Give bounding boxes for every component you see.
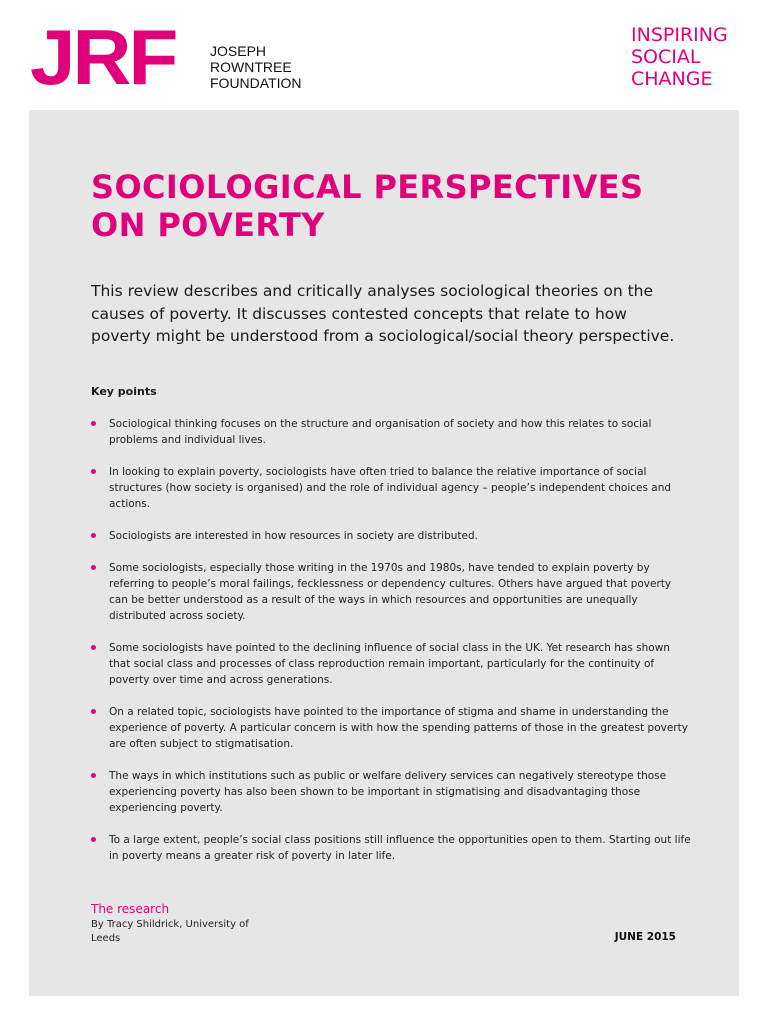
key-point — [91, 464, 691, 512]
title-line: ON POVERTY — [91, 206, 325, 244]
key-points-heading: Key points — [91, 385, 157, 398]
key-point — [91, 560, 691, 624]
key-point-text: Some sociologists have pointed to the declining influence of social class in the UK. Yet research has shown that social class and processes of class reproduction remain important, particularly for the continuity of poverty over time and across generations. — [109, 642, 670, 686]
document-title — [91, 168, 711, 244]
bullet-icon — [91, 837, 96, 842]
key-point-text: Some sociologists, especially those writing in the 1970s and 1980s, have tended to explain poverty by referring to people’s moral failings, fecklessness or dependency cultures. Others have argued that poverty can be better understood as a result of the ways in which resources and opportunities are unequally distributed across society. — [109, 562, 672, 622]
key-point — [91, 832, 691, 864]
key-point — [91, 768, 691, 816]
key-point — [91, 704, 691, 752]
key-point-text: In looking to explain poverty, sociologists have often tried to balance the relative importance of social structures (how society is organised) and the role of individual agency – people’s independent choices and actions. — [109, 466, 672, 510]
organization-name-line: ROWNTREE — [210, 59, 292, 75]
bullet-icon — [91, 645, 96, 650]
author-credit: By Tracy Shildrick, University of Leeds — [91, 919, 249, 944]
key-point-text: Sociologists are interested in how resources in society are distributed. — [109, 530, 478, 542]
key-point-text: On a related topic, sociologists have pointed to the importance of stigma and shame in understanding the experience of poverty. A particular concern is with how the spending patterns of those in the greatest poverty are often subject to stigmatisation. — [109, 706, 688, 750]
bullet-icon — [91, 469, 96, 474]
jrf-logo: JRF — [30, 13, 176, 101]
tagline-line: CHANGE — [631, 68, 713, 90]
key-point-text: The ways in which institutions such as public or welfare delivery services can negatively stereotype those experiencing poverty has also been shown to be important in stigmatising and disadvantaging those experiencing poverty. — [109, 770, 667, 814]
bullet-icon — [91, 533, 96, 538]
organization-name-line: FOUNDATION — [210, 75, 302, 91]
key-points-list — [91, 416, 691, 880]
bullet-icon — [91, 565, 96, 570]
tagline-line: SOCIAL — [631, 46, 701, 68]
intro-paragraph: This review describes and critically analyses sociological theories on the causes of poverty. It discusses contested concepts that relate to how poverty might be understood from a sociological/social theory perspective. — [91, 282, 675, 345]
key-point — [91, 528, 691, 544]
publication-date: JUNE 2015 — [614, 931, 676, 943]
key-point — [91, 416, 691, 448]
research-label: The research — [91, 902, 170, 916]
organization-name — [210, 43, 350, 91]
key-point-text: To a large extent, people’s social class positions still influence the opportunities open to them. Starting out life in poverty means a greater risk of poverty in later life. — [109, 834, 691, 862]
bullet-icon — [91, 773, 96, 778]
tagline — [631, 24, 761, 90]
organization-name-line: JOSEPH — [210, 43, 267, 59]
bullet-icon — [91, 421, 96, 426]
tagline-line: INSPIRING — [631, 24, 728, 46]
key-point-text: Sociological thinking focuses on the structure and organisation of society and how this relates to social problems and individual lives. — [109, 418, 652, 446]
title-line: SOCIOLOGICAL PERSPECTIVES — [91, 168, 644, 206]
bullet-icon — [91, 709, 96, 714]
key-point — [91, 640, 691, 688]
